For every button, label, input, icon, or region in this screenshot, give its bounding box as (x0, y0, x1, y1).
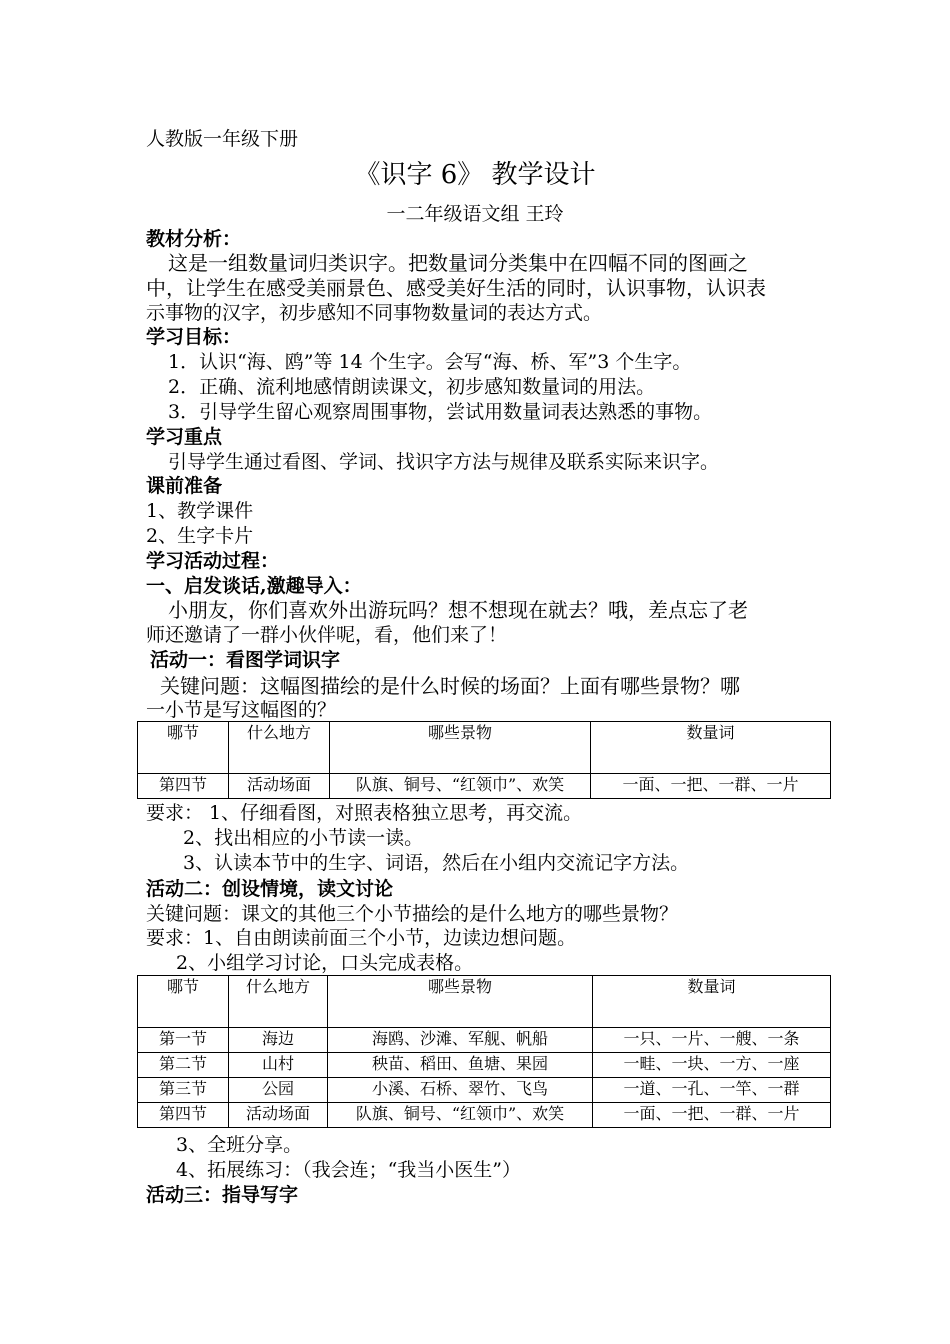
table-cell: 队旗、铜号、“红领巾”、欢笑 (328, 1103, 593, 1128)
activity2-after-1: 3、全班分享。 (176, 1134, 303, 1156)
analysis-line-2: 中，让学生在感受美丽景色、感受美好生活的同时，认识事物，认识表 (146, 276, 766, 300)
table-cell: 活动场面 (229, 774, 330, 799)
goal-item-2: 2．正确、流利地感情朗读课文，初步感知数量词的用法。 (168, 376, 656, 398)
document-title: 《识字 6》 教学设计 (354, 160, 596, 190)
table-row (138, 1053, 831, 1078)
goal-item-3: 3．引导学生留心观察周围事物，尝试用数量词表达熟悉的事物。 (168, 401, 713, 423)
table-cell: 第一节 (138, 1028, 229, 1053)
focus-heading: 学习重点 (146, 426, 223, 448)
table-row (138, 1028, 831, 1053)
table-cell: 一面、一把、一群、一片 (591, 774, 831, 799)
activity2-requirement-1: 要求：1、自由朗读前面三个小节，边读边想问题。 (146, 927, 577, 949)
part1-line-1: 小朋友，你们喜欢外出游玩吗？想不想现在就去？哦，差点忘了老 (168, 598, 748, 622)
table-cell: 一面、一把、一群、一片 (593, 1103, 831, 1128)
activity1-question-1: 关键问题：这幅图描绘的是什么时候的场面？上面有哪些景物？哪 (160, 674, 740, 698)
author-line: 一二年级语文组 王玲 (386, 203, 564, 225)
activity1-table (137, 721, 831, 799)
activity3-heading: 活动三：指导写字 (146, 1184, 299, 1206)
header-cell-place: 什么地方 (229, 722, 330, 774)
process-heading: 学习活动过程： (146, 550, 280, 572)
goals-heading: 学习目标： (146, 326, 242, 348)
table-row (138, 1078, 831, 1103)
activity1-question-2: 一小节是写这幅图的？ (146, 699, 337, 721)
part1-line-2: 师还邀请了一群小伙伴呢，看，他们来了！ (146, 624, 508, 646)
header-cell-section: 哪节 (138, 976, 229, 1028)
table-cell: 海边 (229, 1028, 328, 1053)
table-cell: 一道、一孔、一竿、一群 (593, 1078, 831, 1103)
table-cell: 一只、一片、一艘、一条 (593, 1028, 831, 1053)
analysis-heading: 教材分析： (146, 228, 242, 250)
activity2-heading: 活动二：创设情境，读文讨论 (146, 878, 394, 900)
table-header-row (138, 722, 831, 774)
activity1-heading: 活动一：看图学词识字 (150, 649, 341, 671)
activity1-requirement-1: 要求： 1、仔细看图，对照表格独立思考，再交流。 (146, 802, 583, 824)
table-cell: 第二节 (138, 1053, 229, 1078)
prep-heading: 课前准备 (146, 475, 223, 497)
analysis-line-1: 这是一组数量词归类识字。把数量词分类集中在四幅不同的图画之 (168, 251, 748, 275)
table-cell: 山村 (229, 1053, 328, 1078)
activity2-table (137, 975, 831, 1128)
table-cell: 队旗、铜号、“红领巾”、欢笑 (330, 774, 591, 799)
table-cell: 第四节 (138, 1103, 229, 1128)
table-header-row (138, 976, 831, 1028)
table-row (138, 1103, 831, 1128)
table-cell: 活动场面 (229, 1103, 328, 1128)
activity2-question: 关键问题：课文的其他三个小节描绘的是什么地方的哪些景物？ (146, 903, 679, 925)
prep-item-1: 1、教学课件 (146, 500, 254, 522)
header-cell-scenery: 哪些景物 (330, 722, 591, 774)
header-cell-place: 什么地方 (229, 976, 328, 1028)
table-cell: 小溪、石桥、翠竹、飞鸟 (328, 1078, 593, 1103)
activity1-requirement-2: 2、找出相应的小节读一读。 (183, 827, 424, 849)
part1-heading: 一、启发谈话,激趣导入： (146, 575, 362, 597)
analysis-line-3: 示事物的汉字，初步感知不同事物数量词的表达方式。 (146, 302, 603, 324)
activity2-requirement-2: 2、小组学习讨论，口头完成表格。 (176, 952, 474, 974)
header-cell-measure-words: 数量词 (591, 722, 831, 774)
activity2-after-2: 4、拓展练习：（我会连；“我当小医生”） (176, 1159, 522, 1181)
header-cell-section: 哪节 (138, 722, 229, 774)
goal-item-1: 1．认识“海、鸥”等 14 个生字。会写“海、桥、军”3 个生字。 (168, 351, 692, 373)
focus-text: 引导学生通过看图、学词、找识字方法与规律及联系实际来识字。 (168, 451, 720, 473)
table-cell: 第三节 (138, 1078, 229, 1103)
table-cell: 海鸥、沙滩、军舰、帆船 (328, 1028, 593, 1053)
activity1-requirement-3: 3、认读本节中的生字、词语，然后在小组内交流记字方法。 (183, 852, 690, 874)
table-cell: 第四节 (138, 774, 229, 799)
table-cell: 一畦、一块、一方、一座 (593, 1053, 831, 1078)
header-cell-measure-words: 数量词 (593, 976, 831, 1028)
prep-item-2: 2、生字卡片 (146, 525, 254, 547)
header-cell-scenery: 哪些景物 (328, 976, 593, 1028)
table-cell: 公园 (229, 1078, 328, 1103)
table-row (138, 774, 831, 799)
series-label: 人教版一年级下册 (146, 128, 299, 150)
table-cell: 秧苗、稻田、鱼塘、果园 (328, 1053, 593, 1078)
